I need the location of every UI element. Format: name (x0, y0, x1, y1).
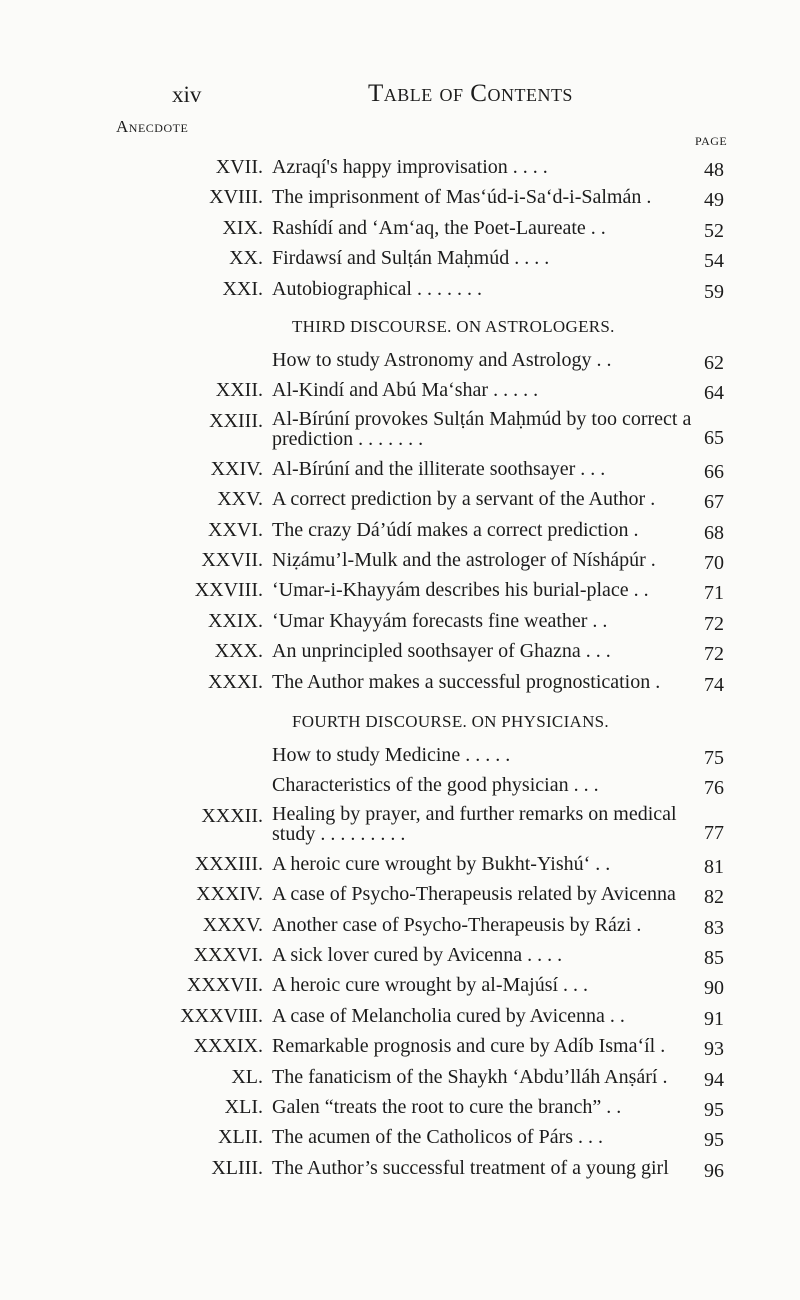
anecdote-number: XXXVII. (186, 974, 263, 997)
page-ref: 65 (704, 426, 724, 449)
anecdote-title: Remarkable prognosis and cure by Adíb Isma‘íl . (272, 1035, 666, 1058)
anecdote-number: XXXIX. (193, 1035, 263, 1058)
column-header-page: PAGE (695, 134, 728, 148)
anecdote-title: Characteristics of the good physician . . . (272, 774, 599, 797)
page-ref: 64 (704, 382, 724, 405)
anecdote-number: XX. (229, 247, 263, 270)
page-ref: 54 (704, 250, 724, 273)
anecdote-title: ‘Umar-i-Khayyám describes his burial-place . . (272, 579, 649, 602)
running-title: Table of Contents (368, 80, 573, 107)
anecdote-number: XXIV. (210, 457, 263, 480)
anecdote-number: XXI. (222, 277, 263, 300)
anecdote-number: XXXIII. (194, 852, 263, 875)
page-ref: 96 (704, 1159, 724, 1182)
page-ref: 77 (704, 821, 724, 844)
anecdote-number: XLI. (224, 1096, 263, 1118)
anecdote-title: Al-Kindí and Abú Ma‘shar . . . . . (272, 379, 539, 402)
anecdote-number: XXII. (215, 379, 263, 402)
anecdote-number: XLII. (218, 1126, 263, 1149)
page-ref: 91 (704, 1007, 724, 1030)
anecdote-number: XLIII. (211, 1156, 263, 1179)
page-ref: 72 (704, 643, 724, 666)
anecdote-title: Galen “treats the root to cure the branch” . . (272, 1096, 622, 1118)
page-ref: 83 (704, 916, 724, 939)
page-ref: 74 (704, 673, 724, 696)
anecdote-number: XXVII. (201, 549, 263, 571)
page-ref: 93 (704, 1038, 724, 1061)
page-ref: 76 (704, 777, 724, 800)
anecdote-number: XXXVIII. (180, 1004, 263, 1027)
anecdote-title: The fanaticism of the Shaykh ‘Abdu’lláh Anṣárí . (272, 1065, 668, 1088)
section-heading: FOURTH DISCOURSE. ON PHYSICIANS. (292, 712, 609, 731)
anecdote-title: ‘Umar Khayyám forecasts fine weather . . (272, 609, 608, 632)
anecdote-title: Rashídí and ‘Am‘aq, the Poet-Laureate . . (272, 216, 606, 239)
anecdote-number: XXXVI. (193, 944, 263, 966)
page-ref: 48 (704, 159, 724, 181)
page-number: xiv (172, 82, 202, 107)
page-ref: 90 (704, 977, 724, 1000)
page-ref: 68 (704, 521, 724, 544)
anecdote-title: Al-Bírúní and the illiterate soothsayer . . . (272, 457, 606, 480)
page-ref: 82 (704, 886, 724, 909)
anecdote-title: The crazy Dá’údí makes a correct prediction . (272, 518, 639, 541)
page-ref: 59 (704, 280, 724, 303)
anecdote-number: XXXV. (202, 913, 263, 936)
anecdote-number: XXXII. (201, 804, 263, 827)
page-ref: 62 (704, 352, 724, 374)
anecdote-number: XIX. (222, 216, 263, 239)
anecdote-title: Azraqí's happy improvisation . . . . (272, 156, 548, 178)
anecdote-title: The Author makes a successful prognostication . (272, 670, 661, 693)
anecdote-number: XXX. (214, 640, 263, 663)
page-ref: 81 (704, 855, 724, 878)
anecdote-number: XXXI. (208, 670, 263, 693)
anecdote-number: XXXIV. (196, 883, 263, 906)
anecdote-title: An unprincipled soothsayer of Ghazna . . . (272, 640, 611, 663)
anecdote-number: XXV. (217, 488, 263, 511)
anecdote-title: Autobiographical . . . . . . . (272, 277, 482, 300)
anecdote-title: A case of Psycho-Therapeusis related by Avicenna (272, 883, 676, 906)
anecdote-number: XVII. (215, 156, 263, 178)
anecdote-number: XXVI. (208, 518, 263, 541)
page-ref: 71 (704, 582, 724, 605)
anecdote-title: A correct prediction by a servant of the Author . (272, 488, 656, 511)
anecdote-title: A sick lover cured by Avicenna . . . . (272, 944, 563, 966)
page-ref: 95 (704, 1099, 724, 1121)
anecdote-title: Al-Bírúní provokes Sulṭán Maḥmúd by too correct a prediction . . . . . . . (272, 407, 692, 450)
anecdote-title: A heroic cure wrought by Bukht-Yishú‘ . . (272, 852, 611, 875)
anecdote-title: Healing by prayer, and further remarks on medical study . . . . . . . . . (272, 802, 677, 845)
page-ref: 72 (704, 612, 724, 635)
page-ref: 70 (704, 552, 724, 574)
anecdote-title: A heroic cure wrought by al-Majúsí . . . (272, 974, 589, 997)
column-header-anecdote: Anecdote (116, 117, 189, 136)
page-ref: 94 (704, 1068, 724, 1091)
anecdote-title: A case of Melancholia cured by Avicenna . . (272, 1004, 625, 1027)
anecdote-number: XXIII. (209, 409, 263, 432)
page-ref: 66 (704, 460, 724, 483)
anecdote-number: XL. (231, 1065, 263, 1088)
page-ref: 75 (704, 747, 724, 769)
anecdote-title: Firdawsí and Sulṭán Maḥmúd . . . . (272, 247, 550, 270)
anecdote-title: Niẓámu’l-Mulk and the astrologer of Níshápúr . (272, 549, 656, 571)
page-ref: 49 (704, 189, 724, 212)
page-ref: 95 (704, 1129, 724, 1152)
page-ref: 67 (704, 491, 724, 514)
section-heading: THIRD DISCOURSE. ON ASTROLOGERS. (292, 317, 615, 336)
anecdote-title: Another case of Psycho-Therapeusis by Rázi . (272, 913, 642, 936)
anecdote-number: XVIII. (209, 186, 263, 209)
anecdote-number: XXIX. (208, 609, 263, 632)
anecdote-title: How to study Medicine . . . . . (272, 744, 511, 766)
anecdote-title: The imprisonment of Mas‘úd-i-Sa‘d-i-Salmán . (272, 186, 652, 209)
anecdote-title: How to study Astronomy and Astrology . . (272, 349, 612, 371)
anecdote-title: The Author’s successful treatment of a young girl (272, 1156, 669, 1179)
page-ref: 52 (704, 219, 724, 242)
anecdote-number: XXVIII. (194, 579, 263, 602)
page-ref: 85 (704, 947, 724, 969)
anecdote-title: The acumen of the Catholicos of Párs . . . (272, 1126, 604, 1149)
